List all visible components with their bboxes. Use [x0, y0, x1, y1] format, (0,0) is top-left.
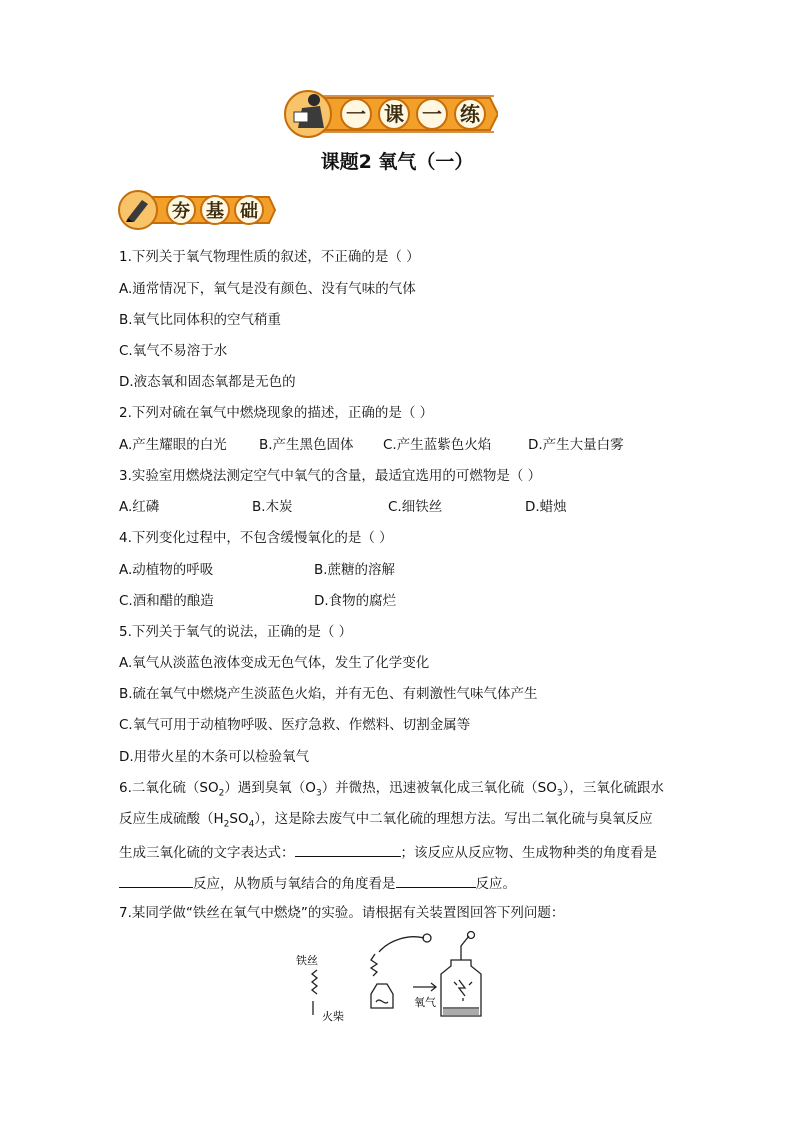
q3-option-d: D.蜡烛	[525, 499, 567, 515]
q6-line-1: 6.二氧化硫$(SO_2)$遇到臭氧$(O_3)$并微热，迅速被氧化成三氧化硫$(SO_3)$，三氧化硫跟水	[119, 780, 664, 799]
answer-blank-2[interactable]	[119, 873, 193, 888]
q3-option-b: B.木炭	[252, 499, 293, 515]
answer-blank-1[interactable]	[295, 842, 401, 857]
section-badge-basics	[117, 189, 277, 231]
banner-char-1: 一	[346, 102, 366, 126]
badge-char-3: 础	[240, 201, 258, 222]
q1-option-b: B.氧气比同体积的空气稍重	[119, 312, 282, 328]
q5-stem: 5.下列关于氧气的说法，正确的是（ ）	[119, 624, 353, 640]
banner-char-4: 练	[460, 102, 480, 126]
q4-option-a: A.动植物的呼吸	[119, 562, 214, 578]
banner-char-3: 一	[422, 102, 442, 126]
q4-stem: 4.下列变化过程中，不包含缓慢氧化的是（ ）	[119, 530, 393, 546]
q5-option-a: A.氧气从淡蓝色液体变成无色气体，发生了化学变化	[119, 655, 430, 671]
banner-char-2: 课	[384, 102, 404, 126]
q5-option-d: D.用带火星的木条可以检验氧气	[119, 749, 310, 765]
q2-option-d: D.产生大量白雾	[528, 437, 624, 453]
q5-option-b: B.硫在氧气中燃烧产生淡蓝色火焰，并有无色、有刺激性气味气体产生	[119, 686, 538, 702]
iron-wire-combustion-apparatus-figure	[283, 930, 493, 1025]
banner-one-lesson-one-practice	[284, 88, 498, 140]
q7-stem: 7.某同学做“铁丝在氧气中燃烧”的实验。请根据有关装置图回答下列问题：	[119, 905, 565, 921]
q1-stem: 1.下列关于氧气物理性质的叙述，不正确的是（ ）	[119, 249, 420, 265]
q4-option-c: C.酒和醋的酿造	[119, 593, 214, 609]
badge-char-1: 夯	[172, 201, 190, 222]
q3-option-a: A.红磷	[119, 499, 160, 515]
q2-option-c: C.产生蓝紫色火焰	[383, 437, 492, 453]
q1-option-d: D.液态氧和固态氧都是无色的	[119, 374, 296, 390]
answer-blank-3[interactable]	[396, 873, 476, 888]
fig-label-match: 火柴	[322, 1010, 344, 1023]
q6-line-2: 反应生成硫酸$(H_2SO_4)$，这是除去废气中二氧化硫的理想方法。写出二氧化硫与臭氧反应	[119, 811, 653, 830]
q2-option-a: A.产生耀眼的白光	[119, 437, 227, 453]
q3-option-c: C.细铁丝	[388, 499, 443, 515]
q3-stem: 3.实验室用燃烧法测定空气中氧气的含量，最适宜选用的可燃物是（ ）	[119, 468, 542, 484]
fig-label-oxygen: 氧气	[414, 996, 436, 1009]
q5-option-c: C.氧气可用于动植物呼吸、医疗急救、作燃料、切割金属等	[119, 717, 471, 733]
q1-option-a: A.通常情况下，氧气是没有颜色、没有气味的气体	[119, 281, 416, 297]
fig-label-iron-wire: 铁丝	[296, 954, 318, 967]
page-title: 课题2 氧气（一）	[320, 151, 474, 173]
q4-option-d: D.食物的腐烂	[314, 593, 397, 609]
q1-option-c: C.氧气不易溶于水	[119, 343, 228, 359]
q6-line-4: 反应，从物质与氧结合的角度看是 反应。	[119, 873, 516, 893]
q4-option-b: B.蔗糖的溶解	[314, 562, 396, 578]
q6-line-3: 生成三氧化硫的文字表达式： ；该反应从反应物、生成物种类的角度看是	[119, 842, 657, 862]
badge-char-2: 基	[206, 201, 224, 222]
q2-option-b: B.产生黑色固体	[259, 437, 354, 453]
q2-stem: 2.下列对硫在氧气中燃烧现象的描述，正确的是（ ）	[119, 405, 434, 421]
